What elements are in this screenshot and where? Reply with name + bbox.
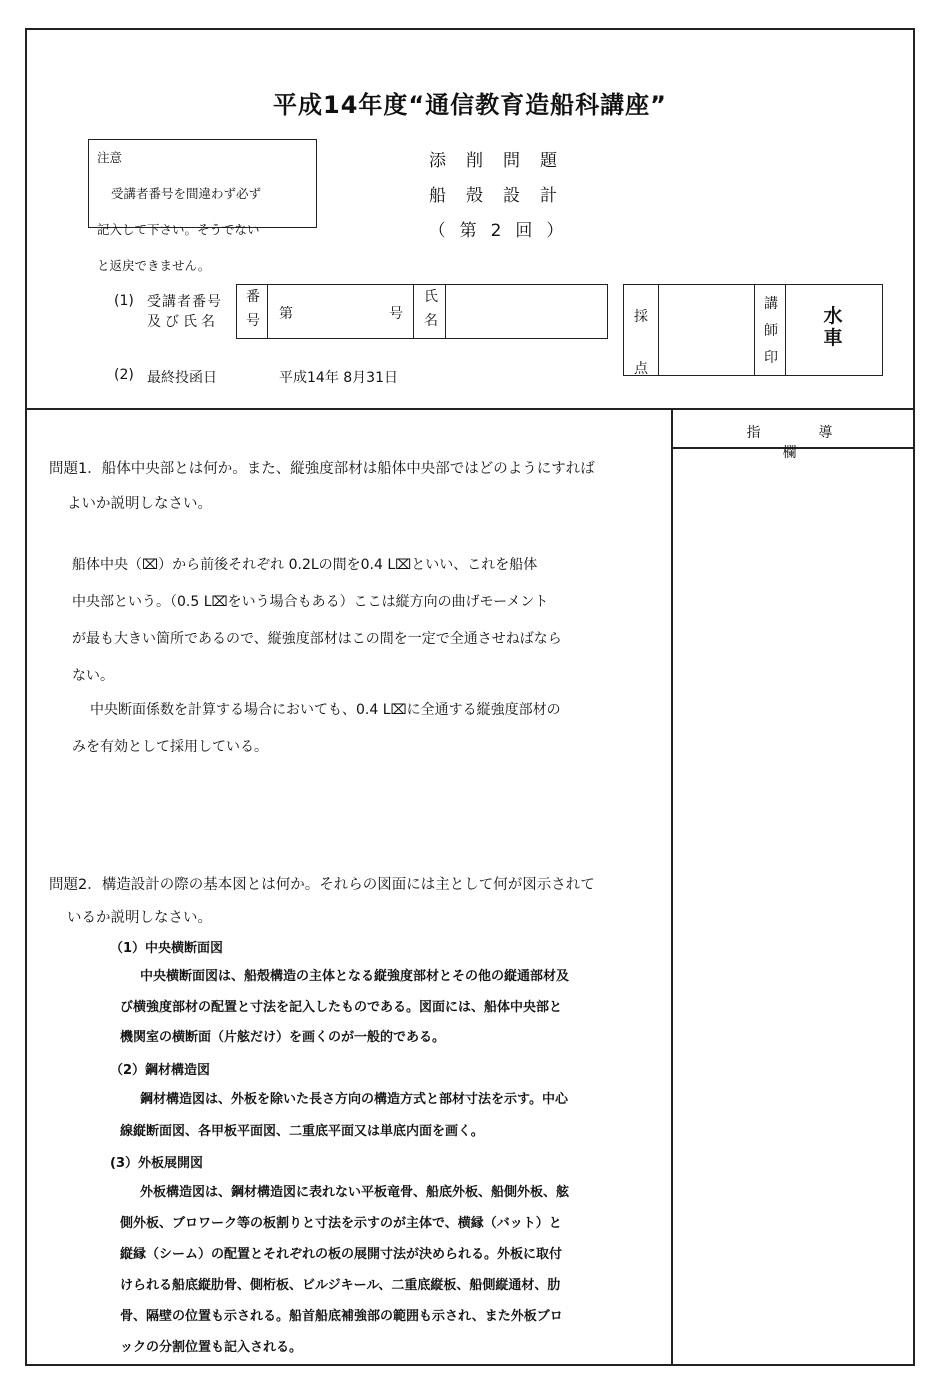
dai-label: 第 [279,306,293,322]
item1-label-line1: 受講者番号 [147,294,222,310]
score-field[interactable] [662,287,750,373]
q1-answer-line: 中央部という。（0.5 L⌧をいう場合もある）ここは縦方向の曲げモーメント [72,594,549,610]
q1-answer-line: が最も大きい箇所であるので、縦強度部材はこの間を一定で全通させねばなら [72,631,562,647]
q2-section-line: ックの分割位置も記入される。 [120,1340,303,1355]
score-seal-box [623,284,883,376]
q2-section-heading: (3）外板展開図 [110,1156,203,1171]
q2-question-line1: 問題2．構造設計の際の基本図とは何か。それらの図面には主として何が図示されて [49,877,595,893]
instructor-seal-label: 講師印 [764,296,778,366]
student-number-field[interactable] [297,287,382,335]
notice-title: 注意 [97,150,123,165]
notice-line: 記入して下さい。そうでない [97,222,260,237]
item1-number: (1) [114,293,134,309]
subject-title: 船殻設計 [429,186,577,206]
item2-label: 最終投函日 [147,370,217,386]
q1-answer-line: みを有効として採用している。 [72,739,268,755]
header-divider [25,408,915,410]
q2-section-heading: （2）鋼材構造図 [110,1063,211,1078]
guidance-area[interactable] [674,450,912,1362]
q1-answer-line: 中央断面係数を計算する場合においても、0.4 L⌧に全通する縦強度部材の [90,702,561,718]
q2-section-line: 外板構造図は、鋼材構造図に表れない平板竜骨、船底外板、船側外板、舷 [140,1185,570,1200]
q1-answer-line: 船体中央（⌧）から前後それぞれ 0.2Lの間を0.4 L⌧といい、これを船体 [72,557,538,573]
notice-line: と返戻できません。 [97,258,211,273]
name-label: 氏名 [424,289,438,329]
notice-line: 受講者番号を間違わず必ず [111,186,262,201]
q2-question-line2: いるか説明しなさい。 [67,910,212,926]
q2-section-heading: （1）中央横断面図 [110,941,224,956]
q2-section-line: けられる船底縦肋骨、側桁板、ビルジキール、二重底縦板、船側縦通材、肋 [120,1278,561,1293]
guidance-column-title: 指導欄 [746,425,891,461]
item2-number: (2) [114,367,134,383]
deadline-date: 平成14年 8月31日 [279,370,398,386]
q1-question-line2: よいか説明しなさい。 [67,496,212,512]
q2-section-line: び横強度部材の配置と寸法を記入したものである。図面には、船体中央部と [120,1000,563,1015]
q2-section-line: 鋼材構造図は、外板を除いた長さ方向の構造方式と部材寸法を示す。中心 [140,1092,568,1107]
exam-type: 添削問題 [429,151,577,171]
score-label: 採点 [634,309,648,377]
q2-section-line: 中央横断面図は、船殻構造の主体となる縦強度部材とその他の縦通部材及 [140,969,570,984]
student-id-box [236,284,608,339]
q1-question-line1: 問題1．船体中央部とは何か。また、縦強度部材は船体中央部ではどのようにすれば [49,461,595,477]
q1-answer-line: ない。 [72,668,114,684]
q2-section-line: 縦縁（シーム）の配置とそれぞれの板の展開寸法が決められる。外板に取付 [120,1247,563,1262]
page-title: 平成14年度“通信教育造船科講座” [273,91,667,119]
go-label: 号 [389,306,403,322]
item1-label-line2: 及び氏名 [147,314,219,330]
guidance-column-divider [671,408,673,1366]
instructor-seal: 水車 [823,305,843,349]
q2-section-line: 機関室の横断面（片舷だけ）を画くのが一般的である。 [120,1030,446,1045]
number-label: 番号 [246,289,260,329]
round-label: （第2回） [428,221,578,241]
name-field[interactable] [449,287,604,335]
q2-section-line: 線縦断面図、各甲板平面図、二重底平面又は単底内面を画く。 [120,1124,484,1139]
q2-section-line: 骨、隔壁の位置も示される。船首船底補強部の範囲も示され、また外板ブロ [120,1309,563,1324]
notice-box [88,139,317,273]
q2-section-line: 側外板、ブロワーク等の板割りと寸法を示すのが主体で、横縁（バット）と [120,1216,562,1231]
